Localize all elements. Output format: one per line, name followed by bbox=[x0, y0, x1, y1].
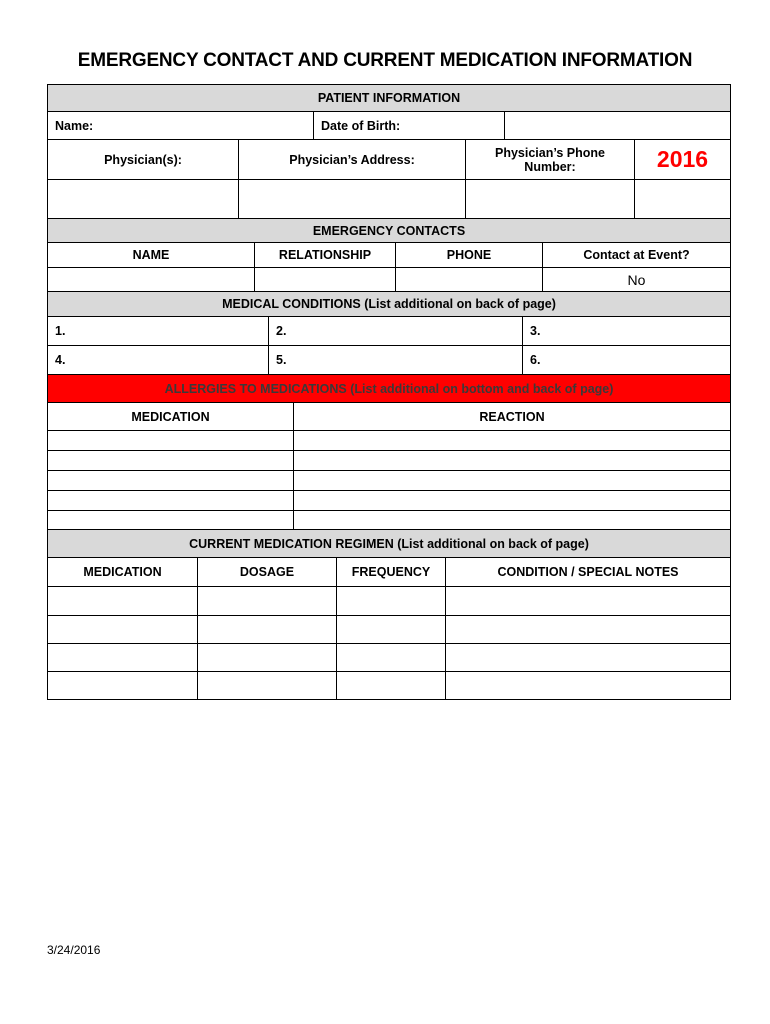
regimen-col-medication: MEDICATION bbox=[47, 558, 198, 587]
regimen-frequency-input[interactable] bbox=[337, 672, 446, 700]
regimen-medication-input[interactable] bbox=[47, 644, 198, 672]
regimen-medication-input[interactable] bbox=[47, 616, 198, 644]
regimen-frequency-input[interactable] bbox=[337, 644, 446, 672]
ec-name-input[interactable] bbox=[47, 268, 255, 292]
regimen-dosage-input[interactable] bbox=[198, 644, 337, 672]
regimen-notes-input[interactable] bbox=[446, 672, 731, 700]
year-stamp: 2016 bbox=[656, 146, 709, 172]
allergy-medication-input[interactable] bbox=[47, 491, 294, 511]
condition-3[interactable]: 3. bbox=[523, 317, 731, 346]
allergy-medication-input[interactable] bbox=[47, 451, 294, 471]
physician-address-label: Physician’s Address: bbox=[239, 140, 466, 180]
footer-date: 3/24/2016 bbox=[47, 943, 101, 957]
physicians-input[interactable] bbox=[47, 180, 239, 219]
regimen-dosage-input[interactable] bbox=[198, 672, 337, 700]
physician-phone-label: Physician’s Phone Number: bbox=[466, 140, 635, 180]
name-field[interactable] bbox=[47, 112, 314, 140]
year-cell bbox=[635, 140, 731, 180]
ec-col-phone: PHONE bbox=[396, 243, 543, 268]
condition-2[interactable]: 2. bbox=[269, 317, 523, 346]
ec-col-contact-at-event: Contact at Event? bbox=[543, 243, 731, 268]
allergies-header: ALLERGIES TO MEDICATIONS (List additional on bottom and back of page) bbox=[47, 375, 731, 403]
form-table bbox=[47, 84, 731, 700]
regimen-dosage-input[interactable] bbox=[198, 616, 337, 644]
ec-col-relationship: RELATIONSHIP bbox=[255, 243, 396, 268]
allergy-medication-input[interactable] bbox=[47, 431, 294, 451]
name-label: Name: bbox=[55, 118, 94, 133]
physician-phone-input[interactable] bbox=[466, 180, 635, 219]
condition-6[interactable]: 6. bbox=[523, 346, 731, 375]
allergy-reaction-input[interactable] bbox=[294, 471, 731, 491]
ec-contact-at-event-select[interactable]: No bbox=[543, 268, 731, 292]
regimen-medication-input[interactable] bbox=[47, 672, 198, 700]
physician-extra-input[interactable] bbox=[635, 180, 731, 219]
ec-relationship-input[interactable] bbox=[255, 268, 396, 292]
physician-address-input[interactable] bbox=[239, 180, 466, 219]
regimen-col-notes: CONDITION / SPECIAL NOTES bbox=[446, 558, 731, 587]
regimen-notes-input[interactable] bbox=[446, 616, 731, 644]
regimen-col-dosage: DOSAGE bbox=[198, 558, 337, 587]
allergy-reaction-input[interactable] bbox=[294, 451, 731, 471]
allergy-medication-input[interactable] bbox=[47, 511, 294, 530]
allergy-medication-input[interactable] bbox=[47, 471, 294, 491]
condition-4[interactable]: 4. bbox=[47, 346, 269, 375]
allergy-reaction-input[interactable] bbox=[294, 511, 731, 530]
allergy-reaction-input[interactable] bbox=[294, 431, 731, 451]
allergy-col-medication: MEDICATION bbox=[47, 403, 294, 431]
emergency-contacts-header: EMERGENCY CONTACTS bbox=[47, 219, 731, 243]
allergy-col-reaction: REACTION bbox=[294, 403, 731, 431]
dob-label: Date of Birth: bbox=[321, 118, 401, 133]
regimen-header: CURRENT MEDICATION REGIMEN (List additional on back of page) bbox=[47, 530, 731, 558]
regimen-dosage-input[interactable] bbox=[198, 587, 337, 616]
patient-info-header: PATIENT INFORMATION bbox=[47, 84, 731, 112]
medical-conditions-header: MEDICAL CONDITIONS (List additional on back of page) bbox=[47, 292, 731, 317]
page-title: EMERGENCY CONTACT AND CURRENT MEDICATION INFORMATION bbox=[77, 50, 693, 71]
regimen-frequency-input[interactable] bbox=[337, 587, 446, 616]
physicians-label: Physician(s): bbox=[47, 140, 239, 180]
dob-value-field[interactable] bbox=[505, 112, 731, 140]
condition-5[interactable]: 5. bbox=[269, 346, 523, 375]
regimen-notes-input[interactable] bbox=[446, 644, 731, 672]
regimen-notes-input[interactable] bbox=[446, 587, 731, 616]
regimen-frequency-input[interactable] bbox=[337, 616, 446, 644]
condition-1[interactable]: 1. bbox=[47, 317, 269, 346]
dob-field[interactable] bbox=[314, 112, 505, 140]
ec-phone-input[interactable] bbox=[396, 268, 543, 292]
regimen-col-frequency: FREQUENCY bbox=[337, 558, 446, 587]
regimen-medication-input[interactable] bbox=[47, 587, 198, 616]
allergy-reaction-input[interactable] bbox=[294, 491, 731, 511]
ec-col-name: NAME bbox=[47, 243, 255, 268]
